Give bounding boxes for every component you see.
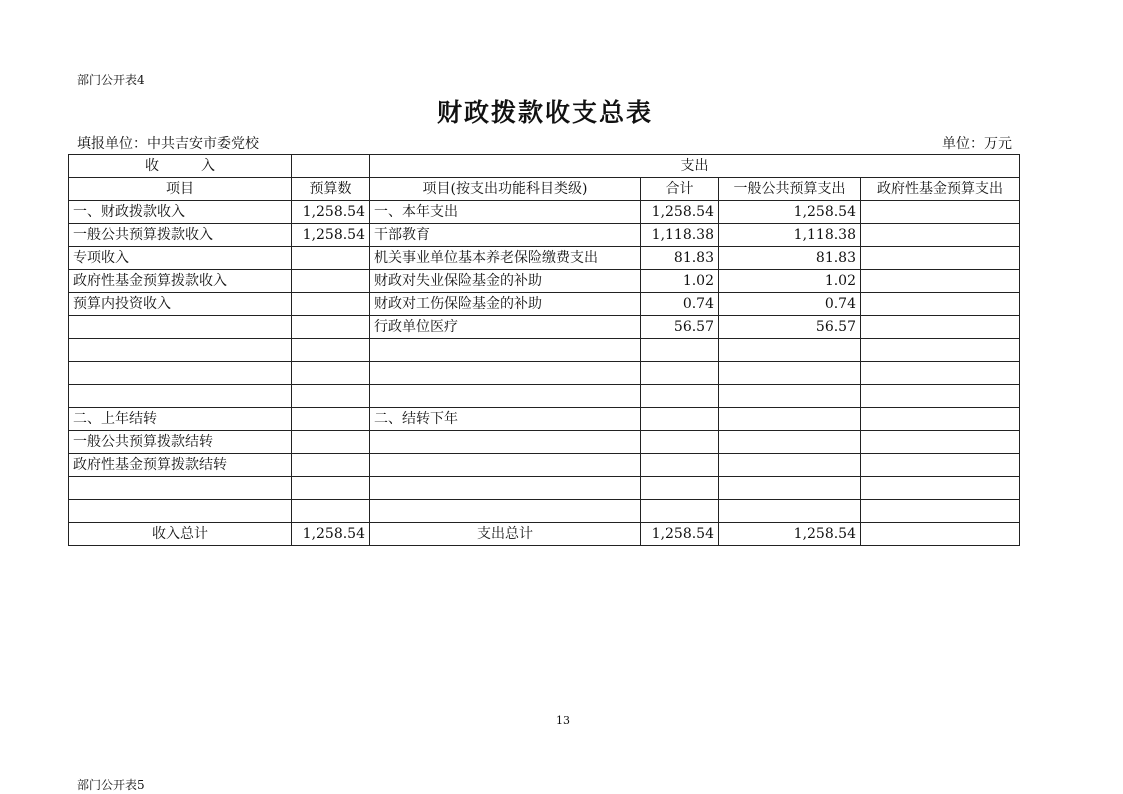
budget-amount-cell: 1,258.54 (292, 523, 370, 546)
budget-summary-table (68, 154, 1020, 546)
income-item-cell (69, 362, 292, 385)
expense-item-cell: 财政对失业保险基金的补助 (370, 270, 641, 293)
expense-item-cell (370, 431, 641, 454)
expense-item-cell (370, 362, 641, 385)
expense-item-cell (370, 500, 641, 523)
total-amount-cell (641, 431, 719, 454)
budget-amount-cell (292, 362, 370, 385)
expense-item-cell: 财政对工伤保险基金的补助 (370, 293, 641, 316)
table-row (69, 500, 1020, 523)
general-budget-expense-cell: 1,118.38 (719, 224, 861, 247)
general-budget-expense-cell (719, 500, 861, 523)
table-row (69, 270, 1020, 293)
gov-fund-expense-cell (861, 431, 1020, 454)
budget-amount-cell (292, 247, 370, 270)
expense-item-cell: 机关事业单位基本养老保险缴费支出 (370, 247, 641, 270)
general-budget-expense-cell: 1,258.54 (719, 201, 861, 224)
budget-amount-cell: 1,258.54 (292, 224, 370, 247)
income-item-cell: 收入总计 (69, 523, 292, 546)
gov-fund-expense-cell (861, 316, 1020, 339)
budget-amount-cell (292, 500, 370, 523)
total-amount-cell: 0.74 (641, 293, 719, 316)
total-amount-cell (641, 339, 719, 362)
expense-item-cell (370, 339, 641, 362)
budget-amount-cell (292, 477, 370, 500)
table-row (69, 247, 1020, 270)
budget-amount-cell (292, 431, 370, 454)
income-item-cell: 政府性基金预算拨款收入 (69, 270, 292, 293)
general-budget-expense-cell: 56.57 (719, 316, 861, 339)
total-amount-cell (641, 408, 719, 431)
filler-unit: 填报单位：中共吉安市委党校 (77, 136, 259, 152)
budget-amount-cell (292, 270, 370, 293)
gov-fund-expense-cell (861, 408, 1020, 431)
budget-amount-cell (292, 408, 370, 431)
total-amount-cell: 81.83 (641, 247, 719, 270)
table-row (69, 477, 1020, 500)
column-header: 合计 (641, 178, 719, 201)
table-row (69, 224, 1020, 247)
total-row (69, 523, 1020, 546)
expense-item-cell: 支出总计 (370, 523, 641, 546)
budget-amount-cell: 1,258.54 (292, 201, 370, 224)
total-amount-cell: 1,258.54 (641, 523, 719, 546)
income-item-cell: 一、财政拨款收入 (69, 201, 292, 224)
gov-fund-expense-cell (861, 523, 1020, 546)
general-budget-expense-cell: 81.83 (719, 247, 861, 270)
next-table-label: 部门公开表5 (77, 778, 145, 792)
total-amount-cell (641, 454, 719, 477)
table-row (69, 385, 1020, 408)
income-item-cell: 专项收入 (69, 247, 292, 270)
income-item-cell (69, 477, 292, 500)
income-item-cell: 一般公共预算拨款结转 (69, 431, 292, 454)
gov-fund-expense-cell (861, 385, 1020, 408)
general-budget-expense-cell (719, 454, 861, 477)
income-item-cell (69, 339, 292, 362)
gov-fund-expense-cell (861, 339, 1020, 362)
total-amount-cell: 1,258.54 (641, 201, 719, 224)
general-budget-expense-cell (719, 477, 861, 500)
gov-fund-expense-cell (861, 454, 1020, 477)
income-item-cell: 政府性基金预算拨款结转 (69, 454, 292, 477)
table-row (69, 431, 1020, 454)
gov-fund-expense-cell (861, 270, 1020, 293)
table-row (69, 316, 1020, 339)
income-item-cell (69, 385, 292, 408)
expense-item-cell (370, 454, 641, 477)
general-budget-expense-cell (719, 431, 861, 454)
total-amount-cell: 56.57 (641, 316, 719, 339)
total-amount-cell (641, 362, 719, 385)
general-budget-expense-cell (719, 362, 861, 385)
table-row (69, 454, 1020, 477)
gov-fund-expense-cell (861, 477, 1020, 500)
budget-amount-cell (292, 316, 370, 339)
table-row (69, 362, 1020, 385)
total-amount-cell (641, 477, 719, 500)
income-item-cell (69, 500, 292, 523)
budget-amount-cell (292, 293, 370, 316)
total-amount-cell: 1,118.38 (641, 224, 719, 247)
expense-item-cell (370, 477, 641, 500)
general-budget-expense-cell (719, 385, 861, 408)
table-row (69, 201, 1020, 224)
total-amount-cell: 1.02 (641, 270, 719, 293)
table-label: 部门公开表4 (77, 73, 145, 87)
group-header-row (69, 155, 1020, 178)
income-item-cell (69, 316, 292, 339)
general-budget-expense-cell (719, 408, 861, 431)
group-header-blank (292, 155, 370, 178)
gov-fund-expense-cell (861, 500, 1020, 523)
expense-item-cell: 行政单位医疗 (370, 316, 641, 339)
expense-item-cell: 二、结转下年 (370, 408, 641, 431)
income-group-header: 收 入 (69, 155, 292, 178)
total-amount-cell (641, 500, 719, 523)
gov-fund-expense-cell (861, 201, 1020, 224)
page-number: 13 (556, 714, 570, 727)
column-header-row (69, 178, 1020, 201)
table-row (69, 293, 1020, 316)
expense-item-cell (370, 385, 641, 408)
document-title: 财政拨款收支总表 (436, 98, 653, 127)
budget-amount-cell (292, 339, 370, 362)
column-header: 项目 (69, 178, 292, 201)
gov-fund-expense-cell (861, 293, 1020, 316)
gov-fund-expense-cell (861, 247, 1020, 270)
income-item-cell: 二、上年结转 (69, 408, 292, 431)
column-header: 项目(按支出功能科目类级) (370, 178, 641, 201)
column-header: 政府性基金预算支出 (861, 178, 1020, 201)
expense-item-cell: 干部教育 (370, 224, 641, 247)
column-header: 一般公共预算支出 (719, 178, 861, 201)
budget-amount-cell (292, 454, 370, 477)
budget-amount-cell (292, 385, 370, 408)
income-item-cell: 一般公共预算拨款收入 (69, 224, 292, 247)
gov-fund-expense-cell (861, 362, 1020, 385)
total-amount-cell (641, 385, 719, 408)
expense-group-header: 支出 (370, 155, 1020, 178)
column-header: 预算数 (292, 178, 370, 201)
general-budget-expense-cell (719, 339, 861, 362)
gov-fund-expense-cell (861, 224, 1020, 247)
general-budget-expense-cell: 1.02 (719, 270, 861, 293)
currency-unit: 单位：万元 (942, 136, 1012, 152)
table-row (69, 339, 1020, 362)
expense-item-cell: 一、本年支出 (370, 201, 641, 224)
general-budget-expense-cell: 0.74 (719, 293, 861, 316)
table-row (69, 408, 1020, 431)
income-item-cell: 预算内投资收入 (69, 293, 292, 316)
general-budget-expense-cell: 1,258.54 (719, 523, 861, 546)
